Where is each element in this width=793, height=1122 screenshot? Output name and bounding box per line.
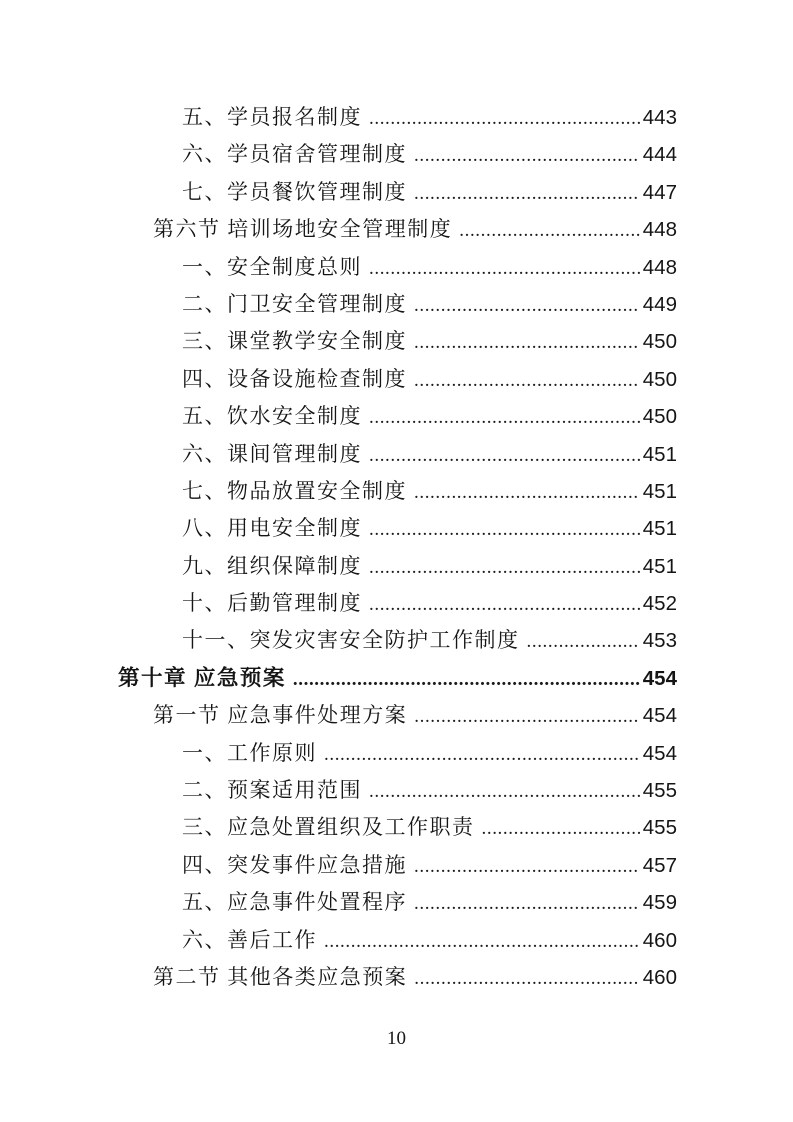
toc-entry-page-number: 454 xyxy=(642,704,677,728)
toc-entry-label: 六、善后工作 xyxy=(182,927,317,952)
toc-dot-leader xyxy=(369,399,640,436)
toc-entry[interactable] xyxy=(118,809,677,846)
toc-dot-leader xyxy=(369,511,640,548)
footer-page-number: 10 xyxy=(387,1028,406,1049)
toc-dot-leader xyxy=(414,885,640,922)
toc-entry[interactable] xyxy=(118,436,677,473)
toc-entry-label: 七、学员餐饮管理制度 xyxy=(182,179,407,204)
toc-entry-label: 五、饮水安全制度 xyxy=(182,404,362,429)
table-of-contents xyxy=(118,99,677,996)
toc-dot-leader xyxy=(324,736,640,773)
toc-dot-leader xyxy=(527,623,640,660)
toc-dot-leader xyxy=(369,250,640,287)
toc-entry-label: 一、工作原则 xyxy=(182,740,317,765)
toc-entry[interactable] xyxy=(118,473,677,510)
toc-dot-leader xyxy=(324,923,640,960)
toc-entry-page-number: 448 xyxy=(642,255,677,279)
toc-entry-label: 六、课间管理制度 xyxy=(182,441,362,466)
toc-dot-leader xyxy=(414,698,640,735)
toc-entry-page-number: 453 xyxy=(642,629,677,653)
toc-entry-page-number: 459 xyxy=(642,891,677,915)
toc-entry-page-number: 451 xyxy=(642,442,677,466)
toc-entry-label: 三、课堂教学安全制度 xyxy=(182,329,407,354)
toc-entry-page-number: 454 xyxy=(642,666,677,690)
toc-entry-label: 四、设备设施检查制度 xyxy=(182,366,407,391)
toc-entry-label: 一、安全制度总则 xyxy=(182,254,362,279)
toc-dot-leader xyxy=(414,960,640,997)
toc-dot-leader xyxy=(369,773,640,810)
toc-entry[interactable] xyxy=(118,847,677,884)
toc-entry-page-number: 450 xyxy=(642,405,677,429)
toc-entry-label: 第十章 应急预案 xyxy=(118,665,286,690)
toc-entry[interactable] xyxy=(118,136,677,173)
toc-entry[interactable] xyxy=(118,249,677,286)
toc-entry[interactable] xyxy=(118,361,677,398)
toc-entry-page-number: 444 xyxy=(642,143,677,167)
toc-entry-page-number: 454 xyxy=(642,741,677,765)
toc-entry-label: 二、预案适用范围 xyxy=(182,778,362,803)
toc-entry-label: 六、学员宿舍管理制度 xyxy=(182,142,407,167)
toc-entry[interactable] xyxy=(118,99,677,136)
toc-entry[interactable] xyxy=(118,585,677,622)
toc-entry-page-number: 447 xyxy=(642,180,677,204)
toc-entry[interactable] xyxy=(118,884,677,921)
toc-dot-leader xyxy=(293,661,640,698)
toc-entry[interactable] xyxy=(118,922,677,959)
toc-entry-page-number: 452 xyxy=(642,592,677,616)
toc-entry[interactable] xyxy=(118,548,677,585)
toc-entry[interactable] xyxy=(118,510,677,547)
toc-entry-page-number: 451 xyxy=(642,479,677,503)
toc-entry[interactable] xyxy=(118,735,677,772)
toc-entry[interactable] xyxy=(118,622,677,659)
toc-entry-label: 第六节 培训场地安全管理制度 xyxy=(153,217,453,242)
toc-entry-label: 七、物品放置安全制度 xyxy=(182,478,407,503)
toc-entry[interactable] xyxy=(118,697,677,734)
toc-entry-page-number: 451 xyxy=(642,517,677,541)
toc-entry-page-number: 460 xyxy=(642,928,677,952)
toc-entry-label: 二、门卫安全管理制度 xyxy=(182,291,407,316)
toc-entry[interactable] xyxy=(118,959,677,996)
toc-dot-leader xyxy=(414,175,640,212)
toc-entry-label: 十、后勤管理制度 xyxy=(182,591,362,616)
toc-entry-page-number: 449 xyxy=(642,292,677,316)
toc-entry-label: 八、用电安全制度 xyxy=(182,516,362,541)
toc-dot-leader xyxy=(414,324,640,361)
toc-entry-label: 九、组织保障制度 xyxy=(182,553,362,578)
toc-entry-label: 三、应急处置组织及工作职责 xyxy=(182,815,475,840)
toc-dot-leader xyxy=(414,287,640,324)
toc-entry-page-number: 450 xyxy=(642,330,677,354)
toc-entry[interactable] xyxy=(118,211,677,248)
toc-entry-label: 四、突发事件应急措施 xyxy=(182,852,407,877)
toc-entry-page-number: 443 xyxy=(642,106,677,129)
toc-entry-page-number: 455 xyxy=(642,816,677,840)
toc-entry-page-number: 451 xyxy=(642,554,677,578)
toc-entry-label: 第一节 应急事件处理方案 xyxy=(153,703,408,728)
toc-entry-page-number: 455 xyxy=(642,779,677,803)
toc-entry[interactable] xyxy=(118,772,677,809)
toc-entry-label: 第二节 其他各类应急预案 xyxy=(153,964,408,989)
toc-entry-page-number: 457 xyxy=(642,853,677,877)
toc-entry-label: 十一、突发灾害安全防护工作制度 xyxy=(182,628,520,653)
toc-dot-leader xyxy=(459,212,640,249)
toc-dot-leader xyxy=(414,474,640,511)
toc-dot-leader xyxy=(369,100,640,137)
toc-entry[interactable] xyxy=(118,398,677,435)
toc-dot-leader xyxy=(482,810,640,847)
toc-entry-page-number: 450 xyxy=(642,367,677,391)
toc-dot-leader xyxy=(414,362,640,399)
toc-entry-page-number: 460 xyxy=(642,965,677,989)
toc-dot-leader xyxy=(414,848,640,885)
toc-entry-page-number: 448 xyxy=(642,218,677,242)
toc-entry[interactable] xyxy=(118,660,677,697)
toc-dot-leader xyxy=(414,137,640,174)
toc-entry[interactable] xyxy=(118,323,677,360)
toc-entry-label: 五、学员报名制度 xyxy=(182,105,362,129)
toc-dot-leader xyxy=(369,549,640,586)
toc-entry[interactable] xyxy=(118,286,677,323)
toc-dot-leader xyxy=(369,586,640,623)
toc-entry-label: 五、应急事件处置程序 xyxy=(182,890,407,915)
toc-entry[interactable] xyxy=(118,174,677,211)
toc-dot-leader xyxy=(369,437,640,474)
